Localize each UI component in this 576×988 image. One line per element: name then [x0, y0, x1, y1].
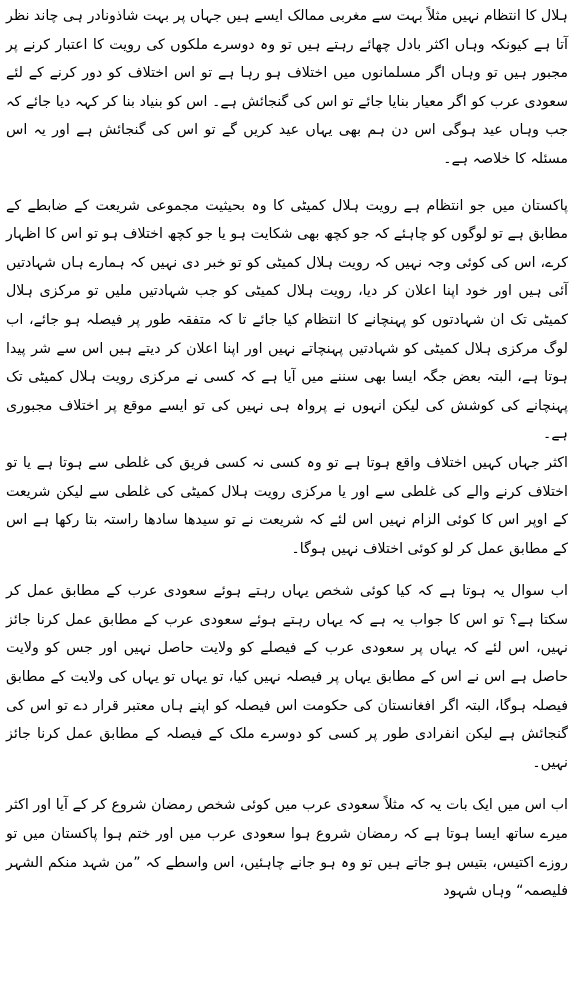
paragraph-spacer: [6, 174, 568, 192]
paragraph-travel-example: اب اس میں ایک بات یہ کہ مثلاً سعودی عرب میں کوئی شخص رمضان شروع کر کے آیا اور اکثر میرے ساتھ ایسا ہوتا ہے کہ رمضان شروع ہوا سعودی عرب میں اور ختم ہوا پاکستان میں تو روزے اکتیس، بتیس ہو جاتے ہیں تو وہ ہو جانے چاہئیں، اس واسطے کہ ”من شہد منکم الشہر فلیصمہ“ وہاں شہود: [6, 797, 568, 900]
paragraph-spacer: [6, 777, 568, 791]
paragraph-saudi-question: اب سوال یہ ہوتا ہے کہ کیا کوئی شخص یہاں رہتے ہوئے سعودی عرب کے مطابق عمل کر سکتا ہے؟ تو اس کا جواب یہ ہے کہ یہاں رہتے ہوئے سعودی عرب کے مطابق عمل کرنا جائز نہیں، اس لئے کہ یہاں پر سعودی عرب کے فیصلے کو ولایت حاصل نہیں اور جس کو ولایت حاصل ہے اس نے اس کے مطابق یہاں پر فیصلہ نہیں کیا، تو یہاں تو یہاں کی ولایت کے مطابق فیصلہ ہوگا، البتہ اگر افغانستان کی حکومت اس فیصلہ کو اپنے ہاں معتبر قرار دے تو اس کی گنجائش ہے لیکن انفرادی طور پر کسی کو دوسرے ملک کے فیصلہ کے مطابق عمل کرنا جائز نہیں۔: [6, 583, 568, 771]
paragraph-pakistan-committee: پاکستان میں جو انتظام ہے رویت ہلال کمیٹی کا وہ بحیثیت مجموعی شریعت کے ضابطے کے مطابق ہے تو لوگوں کو چاہئے کہ جو کچھ بھی شکایت ہو یا جو کچھ اختلاف ہو تو اس کا اظہار کرے، اس کی کوئی وجہ نہیں کہ رویت ہلال کمیٹی کو تو خبر دی نہیں کہ ہمارے ہاں شہادتیں آئی ہیں اور خود اپنا اعلان کر دیا، رویت ہلال کمیٹی کو جب شہادتیں ملیں تو مرکزی ہلال کمیٹی تک ان شہادتوں کو پہنچانے کا انتظام کیا جائے تا کہ متفقہ طور پر فیصلہ ہو جائے، اب لوگ مرکزی ہلال کمیٹی کو شہادتیں پہنچاتے نہیں اور اپنا اعلان کر دیتے ہیں اس سے شر پیدا ہوتا ہے، البتہ بعض جگہ ایسا بھی سننے میں آیا ہے کہ کسی نے مرکزی رویت ہلال کمیٹی تک پہنچانے کی کوشش کی لیکن انہوں نے پرواہ ہی نہیں کی تو ایسے موقع پر اختلاف مجبوری ہے۔: [6, 197, 568, 443]
paragraph-disagreement-cause: اکثر جہاں کہیں اختلاف واقع ہوتا ہے تو وہ کسی نہ کسی فریق کی غلطی سے ہوتا ہے یا تو اختلاف کرنے والے کی غلطی سے اور یا مرکزی رویت ہلال کمیٹی کی غلطی سے لیکن شریعت کے اوپر اس کا کوئی الزام نہیں اس لئے کہ شریعت نے تو سیدھا سادھا راستہ بتا رکھا ہے اس کے مطابق عمل کر لو کوئی اختلاف نہیں ہوگا۔: [6, 454, 568, 557]
paragraph-moon-sighting-abroad: ہلال کا انتظام نہیں مثلاً بہت سے مغربی ممالک ایسے ہیں جہاں پر بہت شاذونادر ہی چاند نظر آتا ہے کیونکہ وہاں اکثر بادل چھائے رہتے ہیں تو وہ دوسرے ملکوں کی رویت کا اعتبار کرنے پر مجبور ہیں تو وہاں اگر مسلمانوں میں اختلاف ہو رہا ہے تو اس اختلاف کو دور کرنے کے لئے سعودی عرب کو اگر معیار بنایا جائے تو اس کی گنجائش ہے۔ اس کو بنیاد بنا کر کہہ دیا جائے کہ جب وہاں عید ہوگی اس دن ہم بھی یہاں عید کریں گے تو اس کی گنجائش ہے اور یہ اس مسئلہ کا خلاصہ ہے۔: [6, 8, 568, 167]
paragraph-spacer: [6, 563, 568, 577]
